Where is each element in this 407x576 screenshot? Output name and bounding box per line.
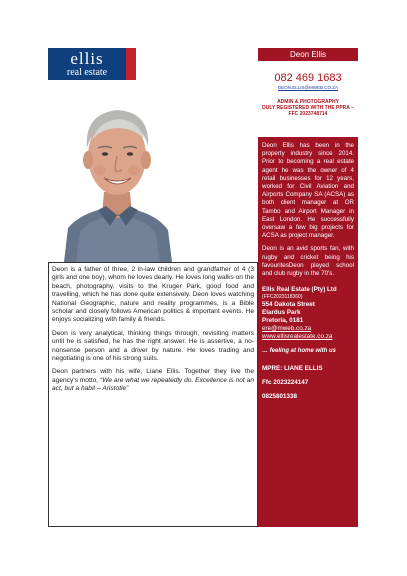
company-email-link[interactable]: ere@mweb.co.za <box>262 325 312 333</box>
logo-blue-block <box>48 48 126 80</box>
company-registration: (FFC2023118360) <box>262 294 303 301</box>
address-suburb: Elardus Park <box>262 309 301 317</box>
address-street: 554 Dakota Street <box>262 301 315 309</box>
bio-panel <box>258 137 358 527</box>
agent-email-link[interactable]: DEON.ELLIS@MWEB.CO.ZA <box>277 85 339 90</box>
bio-sports: Deon is an avid sports fan, with rugby and cricket being his favouritesDeon played school and club rugby in the 70’s. <box>262 245 354 278</box>
description-family: Deon is a father of three, 2 in-law children and grandfather of 4 (3 girls and one boy), whom he loves dearly. He loves long walks on the beach, photography, visits to the Kruger Park, good food and travelling, which he has done quite extensively. Deon loves watching National Geographic, nature and reality programmes, is a Bible scholar and closely follows American politics & important events. He enjoys socializing with family & friends. <box>52 266 254 324</box>
address-city: Pretoria, 0181 <box>262 317 304 325</box>
role-title: ADMIN & PHOTOGRAPHY <box>277 99 339 105</box>
logo-word-real-estate: real estate <box>66 66 108 78</box>
logo-word-ellis: ellis <box>70 48 104 68</box>
motto-quote: “We are what we repeatedly do. Excellence is not an act, but a habit – Aristotle” <box>52 376 254 393</box>
ffc-number: Ffc 2023224147 <box>262 379 309 387</box>
motto-intro: Deon partners with his wife, Liane Ellis. Together they live the agency’s motto, <box>52 368 254 384</box>
bio-career: Deon Ellis has been in the property industry since 2014. Prior to becoming a real estate agent he was the owner of 4 retail businesses for 12 years, worked for Civil Aviation and Airports Company SA (ACSA) as both client manager at OR Tambo and Airport Manager in East London. He successfully oversaw a few big projects for ACSA as project manager. <box>262 142 354 240</box>
company-name: Ellis Real Estate (Pty) Ltd <box>262 286 337 294</box>
company-tagline: … feeling at home with us <box>262 348 337 355</box>
description-motto <box>52 368 254 393</box>
agent-phone: 082 469 1683 <box>274 72 342 84</box>
agent-portrait <box>58 100 176 262</box>
agent-role <box>258 99 358 117</box>
logo-red-stripe <box>126 48 136 80</box>
personal-description <box>48 262 258 527</box>
company-website-link[interactable]: www.ellisrealestate.co.za <box>262 333 333 341</box>
mpre-line: MPRE: LIANE ELLIS <box>262 365 323 373</box>
role-ffc: FFC 2023748714 <box>288 111 328 117</box>
description-personality: Deon is very analytical, thinking things through, revisiting matters until he is satisfied, he has the right answer. He is assertive, a no-nonsense person and a driver by nature. He loves trading and negotiating is one of his strong suits. <box>52 329 254 363</box>
agent-name-header: Deon Ellis <box>258 48 358 61</box>
role-registration: DULY REGISTERED WITH THE PPRA – <box>262 105 354 111</box>
contact-number: 0825801338 <box>262 393 298 401</box>
company-logo <box>48 48 136 80</box>
